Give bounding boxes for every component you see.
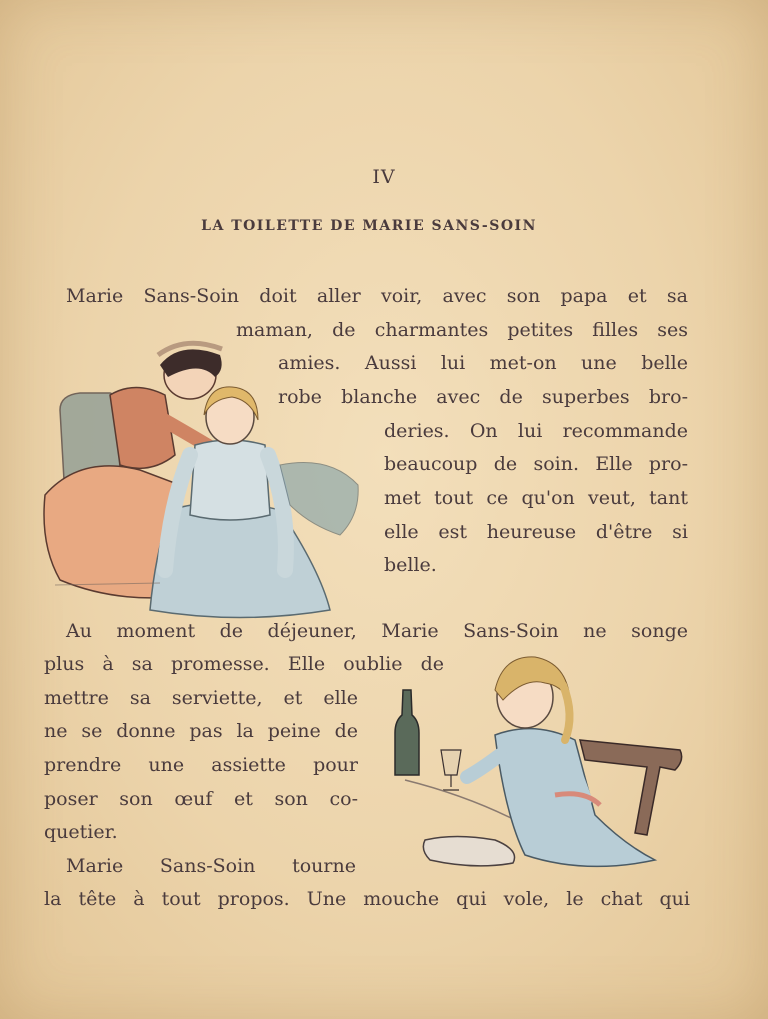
- chapter-number: IV: [372, 166, 396, 188]
- paragraph-1-line: robe blanche avec de superbes bro-: [278, 386, 688, 408]
- paragraph-3-line: la tête à tout propos. Une mouche qui vole, le chat qui: [44, 888, 690, 910]
- paragraph-1-line: elle est heureuse d'être si: [384, 521, 688, 543]
- girl-at-table-illustration: [385, 645, 705, 885]
- paragraph-1-line: Marie Sans-Soin doit aller voir, avec son papa et sa: [66, 285, 688, 307]
- paragraph-2-line: plus à sa promesse. Elle oublie de: [44, 653, 444, 675]
- paragraph-1-line: beaucoup de soin. Elle pro-: [384, 453, 688, 475]
- paragraph-2-line: mettre sa serviette, et elle: [44, 687, 358, 709]
- paragraph-1-line: amies. Aussi lui met-on une belle: [278, 352, 688, 374]
- mother-dressing-girl-illustration: [40, 335, 370, 625]
- paragraph-1-line: met tout ce qu'on veut, tant: [384, 487, 688, 509]
- paragraph-2-line: prendre une assiette pour: [44, 754, 358, 776]
- paragraph-1-line: deries. On lui recommande: [384, 420, 688, 442]
- paragraph-2-line: Au moment de déjeuner, Marie Sans-Soin ne songe: [66, 620, 688, 642]
- paragraph-2-line: poser son œuf et son co-: [44, 788, 358, 810]
- paragraph-1-line: maman, de charmantes petites filles ses: [236, 319, 688, 341]
- paragraph-1-line: belle.: [384, 554, 437, 576]
- paragraph-2-line: ne se donne pas la peine de: [44, 720, 358, 742]
- paragraph-2-line: quetier.: [44, 821, 118, 843]
- paragraph-3-line: Marie Sans-Soin tourne: [66, 855, 356, 877]
- chapter-title: LA TOILETTE DE MARIE SANS-SOIN: [201, 218, 537, 234]
